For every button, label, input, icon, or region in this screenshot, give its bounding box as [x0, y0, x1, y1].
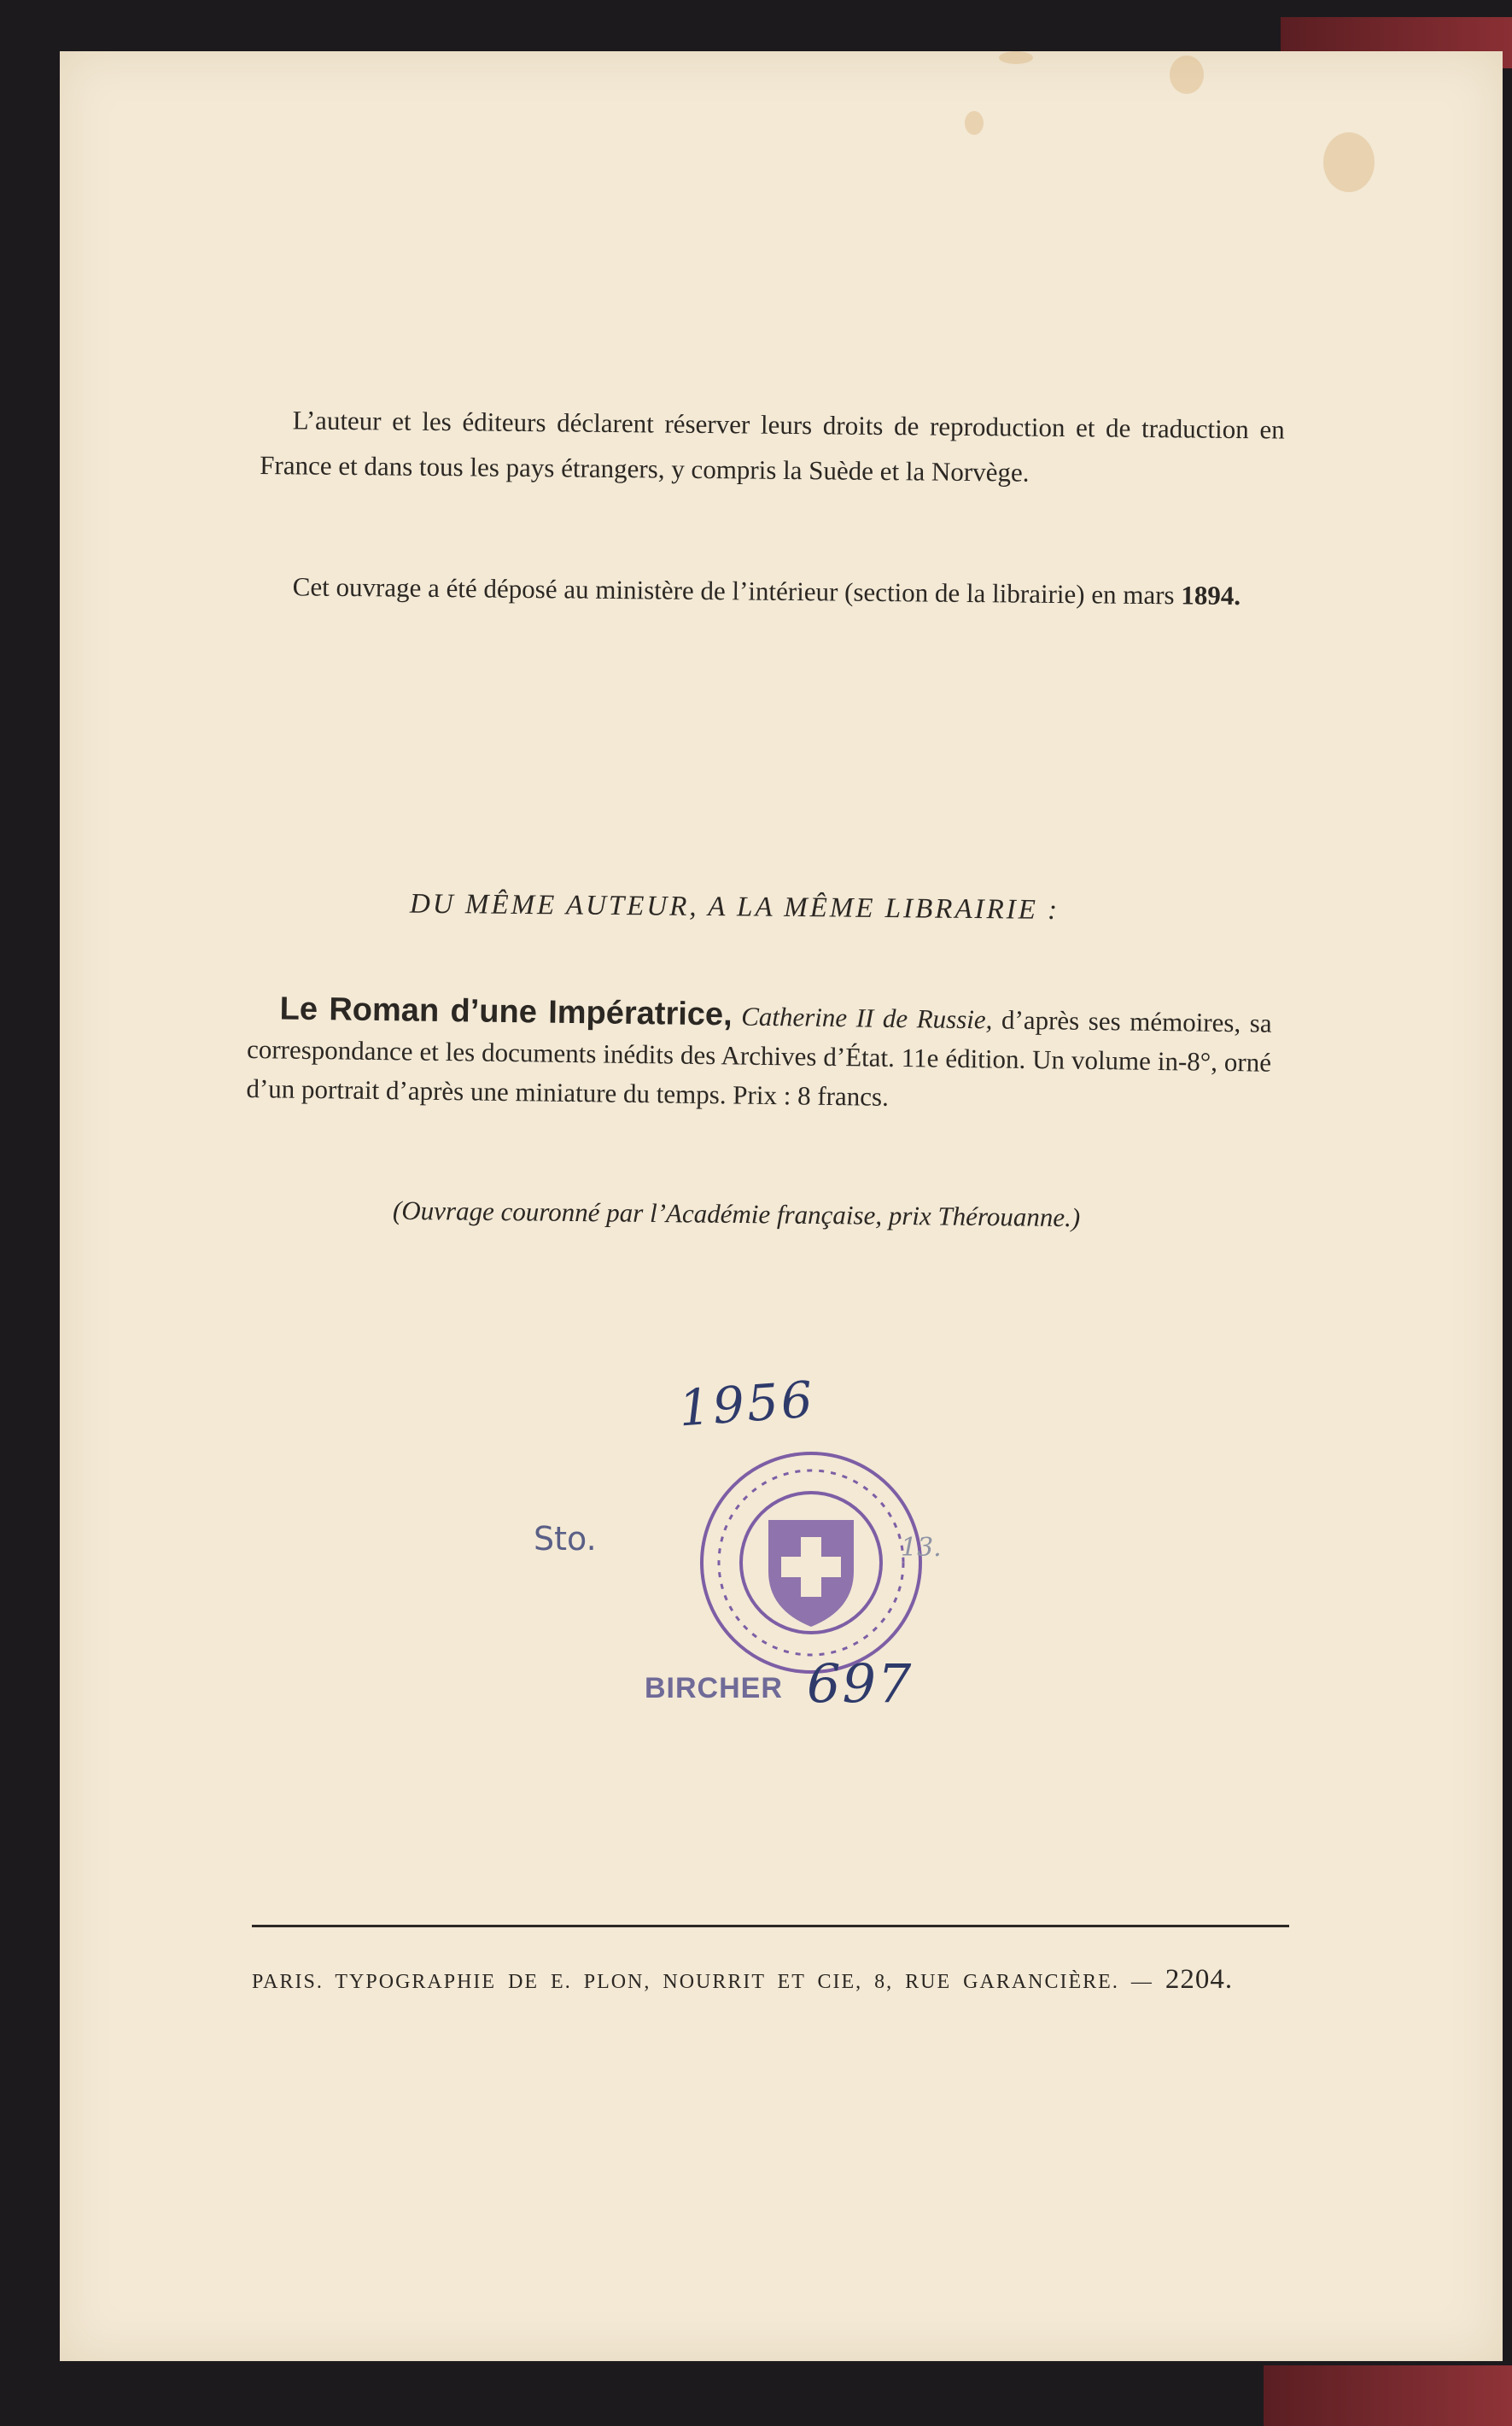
foxing-stain: [1170, 56, 1204, 94]
printer-imprint: [252, 1964, 1289, 1996]
legal-deposit-year: 1894.: [1181, 580, 1241, 611]
sto-mark: Sto.: [534, 1520, 597, 1558]
shelf-mark: 13.: [901, 1533, 942, 1563]
bircher-stamp: BIRCHER: [645, 1672, 783, 1704]
imprint-text: PARIS. TYPOGRAPHIE DE E. PLON, NOURRIT ET CIE, 8, RUE GARANCIÈRE. —: [252, 1971, 1153, 1993]
prize-note: (Ouvrage couronné par l’Académie française, prix Thérouanne.): [392, 1195, 1081, 1233]
book-cover-edge-bottom: [1264, 2365, 1512, 2426]
imprint-job-number: 2204.: [1165, 1964, 1234, 1995]
same-author-heading: DU MÊME AUTEUR, A LA MÊME LIBRAIRIE :: [409, 888, 1060, 926]
foxing-stain: [965, 111, 984, 135]
book-subtitle: Catherine II de Russie,: [740, 1001, 993, 1035]
book-description: d’après ses mémoires, sa correspondance et les documents inédits des Archives d’État. 11e édition. Un volume in-8°, orné d’un portrait d’après une miniature du temps. Prix : 8 francs.: [246, 1004, 1272, 1112]
rights-reserved-paragraph: L’auteur et les éditeurs déclarent réserver leurs droits de reproduction et de traduction en France et dans tous les pays étrangers, y compris la Suède et la Norvège.: [260, 405, 1285, 488]
handwritten-year: 1956: [676, 1370, 817, 1438]
book-entry: [246, 989, 1272, 1122]
imprint-rule: [252, 1925, 1289, 1927]
foxing-stain: [999, 51, 1033, 64]
legal-deposit-text: Cet ouvrage a été déposé au ministère de l’intérieur (section de la librairie) en mars: [292, 571, 1182, 611]
book-title: Le Roman d’une Impératrice,: [279, 991, 733, 1033]
foxing-stain: [1323, 132, 1375, 192]
handwritten-inventory-number: 697: [807, 1652, 914, 1715]
